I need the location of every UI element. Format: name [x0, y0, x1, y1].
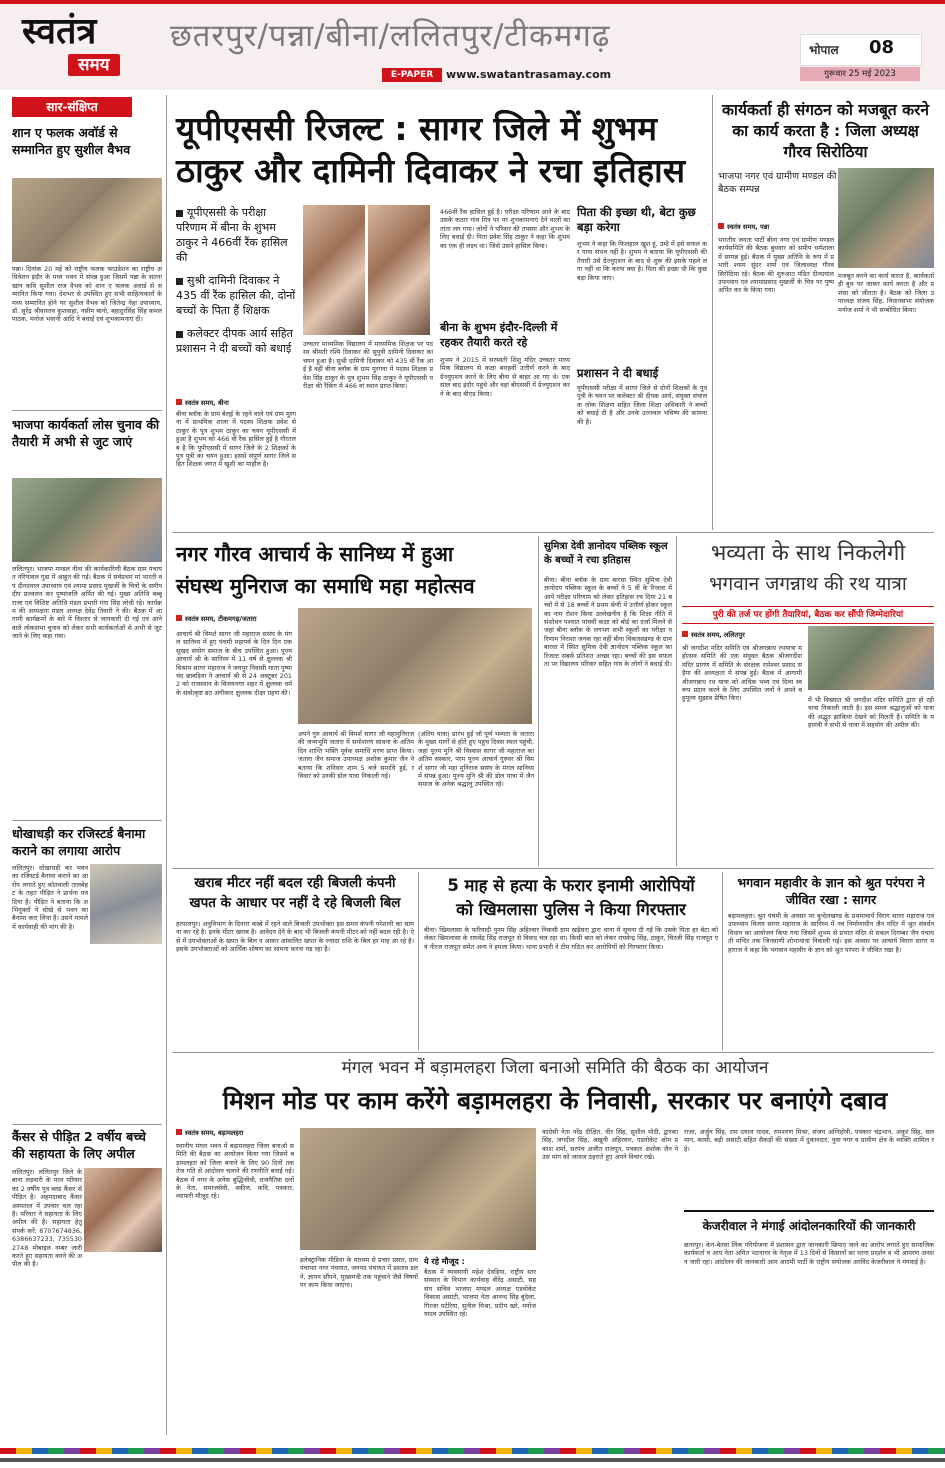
rath-subhead: पुरी की तर्ज पर होंगी तैयारियां, बैठक कर सौंपी जिम्मेदारियां [682, 606, 934, 624]
kejriwal-headline: केजरीवाल ने मंगाई आंदोलनकारियों की जानकारी [702, 1219, 916, 1233]
bottom-body-1: स्थानीय मंगल भवन में बड़ामलहरा जिला बनाओ समिति की बैठक का आयोजन किया गया जिसमें बड़ामलहरा को जिला बनाने के लिए 90 दिनों तक तेज गति से आंदोलन चलाने की रणनीति बनाई गई। बैठक में नगर के अनेक बुद्धिजीवी, राजनैतिक दलों के नेता, समाजसेवी, वकील, कवि, पत्रकार, व्यापारी मौजूद रहे। [176, 1142, 294, 1201]
right-top-headline: कार्यकर्ता ही संगठन को मजबूत करने का कार्य करता है : जिला अध्यक्ष गौरव सिरोठिया [722, 101, 929, 161]
lead-headline-line2: ठाकुर और दामिनी दिवाकर ने रचा इतिहास [176, 151, 686, 190]
sidebar-label: सार-संक्षिप्त [12, 97, 132, 117]
logo [22, 12, 152, 82]
rath-body-2: में भी विख्यात श्री जगदीश मंदिर समिति द्वारा हो रही यात्रा निकाली जाती है। इस समय श्रद्धालुओं को यात्रा की अद्भुत झांकियां देखने को मिलती हैं। समिति के महामंत्री ने सभी से यात्रा में सहयोग की अपील की। [808, 696, 934, 730]
lead-body-6: यूपीएससी परीक्षा में सागर जिले से दोनों शिक्षकों के पुत्र पुत्री के चयन पर कलेक्टर श्री दीपक आर्य, संयुक्त संचालक लोक शिक्षण सहित जिला शिक्षा अधिकारी ने बच्चों को बधाई दी है और उनके उज्ज्वल भविष्य की कामना की है। [577, 384, 707, 426]
lead-byline [176, 398, 296, 407]
lead-bullet-2 [176, 273, 296, 318]
lead-body-5: शुभम ने कहा कि फिलहाल खुश हूं, उम्दे में इसे सफल कर पाना संभव नहीं है। शुभम ने बताया कि यूपीएससी की तैयारी उसे ग्रेज्युएशन के बाद से शुरू की इसके पहले लगा नहीं था कि करना क्या है। पिता की इच्छा थी कि कुछ बड़ा किया जाए। [577, 240, 707, 282]
bullet-icon [176, 210, 183, 217]
lead-byline-text: स्वतंत्र समय, बीना [185, 399, 229, 407]
sidebar-item-4-headline: कैंसर से पीड़ित 2 वर्षीय बच्चे की सहायता के लिए अपील [12, 1129, 146, 1161]
logo-top: स्वतंत्र [22, 11, 97, 52]
lead-subhead-a: पिता की इच्छा थी, बेटा कुछ बड़ा करेगा [577, 205, 696, 234]
bottom-subhead-text: ये रहे मौजूद : [424, 1257, 465, 1266]
right-top-byline [718, 222, 838, 231]
electricity-headline-line1: खराब मीटर नहीं बदल रही बिजली कंपनी [194, 875, 396, 891]
bottom-kicker: मंगल भवन में बड़ामलहरा जिला बनाओ समिति की बैठक का आयोजन [341, 1058, 769, 1078]
bottom-byline [176, 1128, 296, 1137]
mid-column-rule [676, 536, 677, 866]
lead-headline-line1: यूपीएससी रिजल्ट : सागर जिले में शुभम [176, 109, 657, 148]
sidebar-divider [12, 820, 162, 821]
page-number: 08 [869, 37, 895, 58]
rath-headline-line2: भगवान जगन्नाथ की रथ यात्रा [709, 573, 907, 595]
sidebar-item-4-body: ललितपुर। ललितपुर जिले के बाना लड़वारी के पाल परिवार का 2 वर्षीय पुत्र ब्लड कैंसर से पीड़ित है। अहमदाबाद कैंसर अस्पताल में उपचार चल रहा है। परिवार ने सहायता के लिए अपील की है। सहायता हेतु संपर्क करें: 8707674836, 6386637233, 7355302748 मोबाइल नम्बर जारी करते हुए सहायता करने की अपील की है। [12, 1168, 82, 1269]
byline-icon [176, 1129, 182, 1135]
bottom-body-2: इलेक्ट्रानिक मीडिया के माध्यम से प्रचार प्रसार, ग्राम पंचायत नगर पंचायत, जनपद पंचायत में प्रस्ताव डलने, ज्ञापन सौंपने, मुख्यमंत्री तक पहुंचाने जैसे विषयों पर काम किया जाएगा। [300, 1256, 418, 1290]
bottom-body-4: कांग्रेसी नेता नरेंद्र दीक्षित, वीर सिंह, सुशील मोदी, द्वारका सिंह, जगदीश सिंह, अखूनी अहिरवार, एडवोकेट ओम प्रकाश शर्मा, सरपंच अजीत राजपूत, पत्रकार अशोक जैन ने उस मांग को जायज ठहराते हुए अपने विचार रखे। [542, 1128, 678, 1162]
bottom-body-5: राजा, अर्जुन सिंह, राम दयाल यादव, रामशरण मिश्रा, संजय अग्निहोत्री, पत्रकार चंद्रभान, अंकुर सिंह, सलमान, कासी, बड़ी असाटी सहित सैकड़ों की संख्या में दुकानदार, युवा नगर व ग्रामीण क्षेत्र के व्यक्ति शामिल रहे। [684, 1128, 934, 1153]
page-info [800, 34, 922, 66]
bjp-meeting-photo [12, 478, 162, 562]
child-photo [84, 1168, 162, 1252]
sidebar-divider [12, 410, 162, 411]
arrest-body: बीना। खिमलासा के फरियादी पुनम सिंह अहिरवार निवासी ग्राम खड़ेसरा द्वारा थाना में सूचना दी गई कि उसके पिता हर बेटा को लेकर खिमलासा के राघवेंद्र सिंह राजपूत से विवाद चल रहा था। किसी बात को लेकर राघवेन्द्र सिंह, ठाकुर, चिरंजी सिंह राजपूत एवं नीरज राजपूत समेत अन्य ने हमला किया। थाना प्रभारी ने टीम गठित कर आरोपियों को गिरफ्तार किया। [424, 926, 718, 951]
footer-stripe-2 [0, 1458, 945, 1462]
lead-bullets [176, 205, 296, 356]
city-label: भोपाल [809, 43, 839, 57]
bjp-group-photo [838, 168, 934, 268]
lead-body-4: शुभम ने 2015 में सरस्वती शिशु मंदिर उच्चतर माध्यमिक विद्यालय से कक्षा बारहवीं उत्तीर्ण करने के बाद ग्रेज्युएशन करने के लिए बीना से बाहर आ गए थे। एक साल बाद इंदौर पहुंचे और वहां बीएससी में ग्रेज्युएशन करने के बाद बीएड किया। [440, 356, 570, 398]
rath-byline [682, 630, 802, 639]
sidebar-column-rule [166, 95, 167, 1435]
epaper-label: E-PAPER [382, 68, 442, 82]
arrest-headline-line2: को खिमलासा पुलिस ने किया गिरफ्तार [456, 900, 686, 919]
mid-column-rule [538, 536, 539, 866]
kejriwal-box [684, 1210, 934, 1434]
bottom-byline-text: स्वतंत्र समय, बड़ामलहरा [185, 1129, 244, 1137]
bottom-meeting-photo [300, 1128, 536, 1250]
date-line: गुरूवार 25 मई 2023 [800, 67, 920, 81]
samadhi-byline-text: स्वतंत्र समय, टीकमगढ़/जतारा [185, 615, 257, 623]
lead-body-3: 466वीं रैंक हासिल हुई है। परीक्षा परिणाम आने के बाद उसके कठार गांव मित्र पर पर शुभकामनाएं देने वालों का तांता लग गया। लोगों ने परिवार की तपस्या और शुभम के लिए बधाई दी। पिता प्रवेश सिंह ठाकुर ने कहा कि शुभम का एक ही लक्ष्य था। जिसे उसने हासिल किया। [440, 208, 570, 250]
bottom-headline: मिशन मोड पर काम करेंगे बड़ामलहरा के निवासी, सरकार पर बनाएंगे दबाव [222, 1086, 888, 1115]
lead-bullet-2-text: सुश्री दामिनी दिवाकर ने 435 वीं रैंक हासिल की, दोनों बच्चों के पिता हैं शिक्षक [176, 274, 296, 317]
right-top-subhead: भाजपा नगर एवं ग्रामीण मण्डल की बैठक सम्पन्न [718, 171, 837, 195]
lead-subhead-c: प्रशासन ने दी बधाई [577, 366, 659, 380]
lead-bullet-3-text: कलेक्टर दीपक आर्य सहित प्रशासन ने दी बच्चों को बधाई [176, 327, 293, 355]
rath-headline-line1: भव्यता के साथ निकलेगी [710, 541, 906, 566]
rath-byline-text: स्वतंत्र समय, ललितपुर [691, 631, 745, 639]
bottom-subhead [424, 1256, 536, 1267]
award-photo [12, 178, 162, 262]
mid-column-rule [722, 872, 723, 1050]
samadhi-photo [298, 608, 532, 724]
lead-body-2: उच्चतर माध्यमिक विद्यालय में माध्यमिक शिक्षक पर पदस्थ श्रीमती रश्मि दिवाकर की सुपुत्री दामिनी दिवाकर का चयन हुआ है। सुश्री दामिनी दिवाकर को 435 वीं रैंक आई है वहीं बीना ब्लॉक के ग्राम मुरगना में पदस्थ शिक्षक प्रवेश सिंह ठाकुर के पुत्र शुभम सिंह ठाकुर ने यूपीएससी परीक्षा की रैंकिंग में 466 वां स्थान प्राप्त किया। [303, 340, 433, 391]
electricity-headline-line2: खपत के आधार पर नहीं दे रहे बिजली बिल [189, 895, 401, 911]
sidebar-divider [12, 1124, 162, 1125]
website-link[interactable]: www.swatantrasamay.com [446, 68, 612, 81]
samadhi-body-1: आचार्य श्री विमर्श सागर जी महाराज ससंघ के मंगल सानिध्य में हुए पंचमी महापर्व के दिन दिन एक सुखद संयोग समाज के बीच उपस्थित हुआ। पूज्य आचार्य श्री के सानिध्य में 11 वर्ष से क्षुल्लक श्री विश्राम सागर महाराज ने जयपुर निवासी माता पुष्पा चंद छाबड़िया ने आचार्य श्री से 24 अक्टूबर 2012 को राजस्थान के विजयनगर शहर में क्षुल्लक धर्म के संवोत्कृष्ट व्रत अंगीकार क्षुल्लक दीक्षा ग्रहण की। [176, 630, 292, 697]
footer-stripe [0, 1448, 945, 1454]
damini-photo [303, 205, 365, 335]
mahavir-body: बड़ामलहरा। श्रुत पंचमी के अवसर पर बुन्देलखण्ड के प्रथमाचार्य विराग सागर महाराज एवं उपाध्याय विजय सागर महाराज के सानिध्य में नव निर्माणाधीन जैन मंदिर में श्रुत संवर्धन विधान का आयोजन किया गया जिसमें शुभम से प्रभात मंदिर से सकल दिगम्बर जैन पंचायती मन्दिर तक जिनवाणी शोभायात्रा निकाली गई। इस अवसर पर आचार्य विराग सागर महाराज ने कहा कि भगवान महावीर के ज्ञान को श्रुत परंपरा ने जीवित रखा है। [728, 912, 934, 954]
rath-body-1: श्री जगदीश मंदिर समिति एवं श्रीजगन्नाथ रथयात्रा महोत्सव समिति की एक संयुक्त बैठक श्रीजगदीश मंदिर प्रांगण में समिति के संरक्षक रामेश्वर प्रसाद सड़ैया की अध्यक्षता में संपन्न हुई। बैठक में आगामी श्रीजगन्नाथ रथ यात्रा को अधिक भव्य एवं दिव्य स्वरूप प्रदान करने के लिए उपस्थित जनों ने अपने बहुमूल्य सुझाव प्रेषित किए। [682, 644, 802, 703]
school-headline: सुमित्रा देवी ज्ञानोदय पब्लिक स्कूल के बच्चों ने रचा इतिहास [544, 541, 668, 566]
sidebar-item-2-headline: भाजपा कार्यकर्ता लोस चुनाव की तैयारी में अभी से जुट जाएं [12, 417, 160, 449]
byline-icon [176, 399, 182, 405]
byline-icon [682, 631, 688, 637]
bottom-body-3: बैठक में व्यवसायी महेश देवड़िया, राष्ट्रीय स्तर संस्थान के विभाग कार्यवाह वीरेंद्र असाटी, सह संघ सचिव भाजपा मण्डल अध्यक्ष एडवोकेट विकास असाटी, भाजपा नेता आनन्द सिंह बुंदेला, गिरजा पटेरिया, सुनील मिश्रा, प्रदीप खरे, मनोज यादव उपस्थित रहे। [424, 1268, 536, 1319]
lead-bullet-1 [176, 205, 296, 265]
bullet-icon [176, 278, 183, 285]
right-top-body-2: मजबूत करने का कार्य करता है, कार्यकर्ता ही बूथ पर जाकर कार्य करता है और प्रशंसा को जीतता है। बैठक को जिला उपाध्यक्ष संजय सिंह, विधानसभा संयोजक मनोज शर्मा ने भी सम्बोधित किया। [838, 272, 934, 314]
edition-cities: छतरपुर/पन्ना/बीना/ललितपुर/टीकमगढ़ [170, 18, 611, 54]
lead-bullet-1-text: यूपीएससी के परीक्षा परिणाम में बीना के शुभम ठाकुर ने 466वीं रैंक हासिल की [176, 206, 288, 264]
right-top-byline-text: स्वतंत्र समय, पन्ना [727, 223, 770, 231]
sidebar-item-1-headline: शान ए फलक अवॉर्ड से सम्मानित हुए सुशील वैभव [12, 125, 131, 157]
horizontal-rule [172, 1052, 934, 1053]
kejriwal-body: छतरपुर। केन-बेतवा लिंक परियोजना में प्रशासन द्वारा जानकारी छिपाए जाने का आरोप लगाते हुए सामाजिक कार्यकर्ता व आप नेता अमित भटनागर के नेतृत्व में 13 दिनों से किसानों का धरना प्रदर्शन व भी आमरण अनशन जारी रहा। आंदोलन की जानकारी आम आदमी पार्टी के राष्ट्रीय संयोजक अरविंद केजरीवाल ने मंगवाई है। [684, 1241, 934, 1266]
samadhi-headline-line1: नगर गौरव आचार्य के सानिध्य में हुआ [176, 542, 454, 566]
samadhi-byline [176, 614, 296, 623]
byline-icon [718, 223, 724, 229]
sidebar-item-1-body: पन्ना। दिनांक 20 मई को राष्ट्रीय फलक फाउंडेशन का राष्ट्रीय अधिवेशन इंदौर के मध्य भवन में संपन्न हुआ जिसमें पन्ना के सतना खान कवि सुशील राज वैभव को शान ए फलक अवार्ड से सम्मानित किया गया। देशभर से उपस्थित हुए सभी साहित्यकारों के मध्य सम्मानित होने पर सुशील वैभव को जितेन्द्र नेहा उपाध्याय, डॉ. सुरेंद्र श्रीवास्तव कुशवाहा, नसीम बानो, बहादुरसिंह सिंह कमल पाठक, मनोज भवानी आदि ने बधाई एवं शुभकामनाएं दी। [12, 265, 162, 324]
mid-column-rule [418, 872, 419, 1050]
mahavir-headline: भगवान महावीर के ज्ञान को श्रुत परंपरा ने जीवित रखा : सागर [737, 875, 925, 907]
electricity-body: हरपालपुर। अनुविभाग के दिनारा कस्बे में रहने वाले बिजली उपभोक्ता इस समय कंपनी परेशानी का सामना कर रहे है। इनके मीटर खराब है। आवेदन देने के बाद भी बिजली कंपनी मीटर को नहीं बदल रही है। ऐसे में उपभोक्ताओं के खपत के बिल न आकर आंकलित खपत के ज्यादा राशि के बिल हर माह आ रहे है। इसके उपभोक्ताओं को आर्थिक शोषण का सामना करना पड़ रहा है। [176, 920, 414, 954]
sidebar-item-3-headline: धोखाधड़ी कर रजिस्टर्ड बैनामा कराने का लगाया आरोप [12, 826, 146, 858]
bullet-icon [176, 331, 183, 338]
samadhi-body-2: अपने गुरु आचार्य श्री विमर्श सागर जी महामुनिराज की जन्मभूमि जतारा में समोशरण साधना के अंतिम दिन शान्ति भक्ति पूर्वक समाधि मरण प्राप्त किया। जतारा जैन समाज उपाध्यक्ष अशोक कुमार जैन ने बताया कि शनिवार शाम 5 बजे समाधि हुई, रविवार को उनकी डोल यात्रा निकाली गई। [298, 730, 414, 781]
samadhi-headline-line2: संघस्थ मुनिराज का समाधि महा महोत्सव [176, 574, 475, 598]
lead-subhead-b: बीना के शुभम इंदौर-दिल्ली में रहकर तैयारी करते रहे [440, 321, 558, 349]
rath-meeting-photo [808, 626, 934, 690]
sidebar-item-3-body: ललितपुर। धोखाधड़ी कर भवन का रजिस्टर्ड बैनामा कराने का आरोप लगाते हुए कोतवाली तालबेहट के तहत पीड़ित ने प्रार्थना पत्र दिया है। पीड़ित ने बताया कि अभियुक्तों ने धोखे से भवन का बैनामा करा लिया है। उसने मामले में कार्यवाही की मांग की है। [12, 864, 88, 931]
byline-icon [176, 615, 182, 621]
horizontal-rule [172, 868, 934, 869]
arrest-headline-line1: 5 माह से हत्या के फरार इनामी आरोपियों [447, 876, 695, 895]
masthead-top-line [0, 0, 945, 4]
logo-bottom: समय [68, 54, 120, 76]
building-photo [90, 864, 162, 944]
sidebar-item-2-body: ललितपुर। भाजपा मण्डल नीना की कार्यकारिणी बैठक ग्राम पंचायत नरियावल गुडा में आहूत की गई। बैठक में सर्वप्रथम मां भारती व पं दीनदयाल उपाध्याय एवं श्यामा प्रसाद मुखर्जी के चित्रों के समीप दीप प्रज्वलन कर पुष्पांजलि अर्पित की गई। मुख्य अतिथि बब्बू राजा एवं विशिष्ट अतिथि मंडल प्रभारी गंगा सिंह लोधी रहे। कार्यक्रम की अध्यक्षता मंडल अध्यक्ष देवेंद्र तिवारी ने की। बैठक में आगामी कार्यक्रमों के बारे में विस्तार से जानकारी दी गई एवं आने वाले लोकसभा चुनाव को लेकर सभी कार्यकर्ताओं से अभी से जुट जाने के लिए कहा गया। [12, 565, 162, 641]
lead-bullet-3 [176, 326, 296, 356]
school-body: बीना। बीना ब्लॉक के ग्राम बारधा स्थित सुमित्रा देवी ज्ञानोदय पब्लिक स्कूल के बच्चों ने 5 वीं के रिजल्ट में आये परीक्षा परिणाम को लेकर इतिहास रच दिया 21 बच्चों में से 18 बच्चों ने प्रथम श्रेणी में उत्तीर्ण होकर स्कूल का नाम रोशन किया उल्लेखनीय है कि शिक्षा नीति में संशोधन पश्चात पांचवीं कक्षा को बोर्ड का दर्जा मिलने से जहां बीना ब्लॉक के लगभग सभी स्कूलों का परीक्षा परिणाम निराशा जनक रहा वहीं बीना विकासखण्ड के ग्राम बारधा में स्थित सुमित्रा देवी ज्ञानोदय पब्लिक स्कूल का रिजल्ट सबसे प्रतिशत अच्छा रहा। बच्चों की इस सफलता पर विद्यालय परिवार सहित गांव के लोगों ने बधाई दी। [544, 576, 672, 669]
lead-column-rule [712, 95, 713, 530]
right-top-body-1: भारतीय जनता पार्टी बीना नगर एवं ग्रामीण मण्डल कार्यसमिति की बैठक बुधवार को समीप धर्मशाला में सम्पन्न हुई। बैठक में मुख्य अतिथि के रूप में प्रभारी श्याम सुंदर शर्मा एवं जिलाध्यक्ष गौरव सिरोठिया रहे। बैठक की शुरुआत पंडित दीनदयाल उपाध्याय एवं श्यामाप्रसाद मुखर्जी के चित्र पर पुष्प अर्पित कर के किया गया। [718, 236, 834, 295]
lead-body-1: बीना ब्लॉक के ग्राम बेल्ई के रहने वाले एवं ग्राम मुरगना में प्राथमिक शाला में पदस्थ शिक्षक प्रवेश से ठाकुर के पुत्र शुभम ठाकुर का चयन यूपीएससी में हुआ है शुभम को 466 वीं रैंक हासिल हुई है गौरतलब है कि यूपीएससी में सागर जिले के 2 शिक्षकों के पुत्र पुत्री का चयन हुआ। इससे संपूर्ण सागर जिले सहित शिक्षक जगत में खुशी का माहौल है। [176, 410, 296, 469]
shubham-photo [368, 205, 430, 335]
samadhi-body-3: (अंतिम यात्रा) प्रारंभ हुई जो पूर्ण भव्यता के जतारा के मुख्य मार्गों से होते हुए पहुंच दिवस स्थल पहुंची, जहां पूज्य मुनि श्री विस्वास सागर जी महाराज का अंतिम संस्कार, परम पूज्य आचार्य गुरुवर श्री विमर्श सागर जी महा मुनिराज ससंघ के मंगल सानिध्य में संपन्न हुआ। पूज्य मुनि श्री की डोल यात्रा में जैन समाज के अनेक श्रद्धालु उपस्थित रहे। [418, 730, 534, 789]
horizontal-rule [172, 532, 934, 533]
